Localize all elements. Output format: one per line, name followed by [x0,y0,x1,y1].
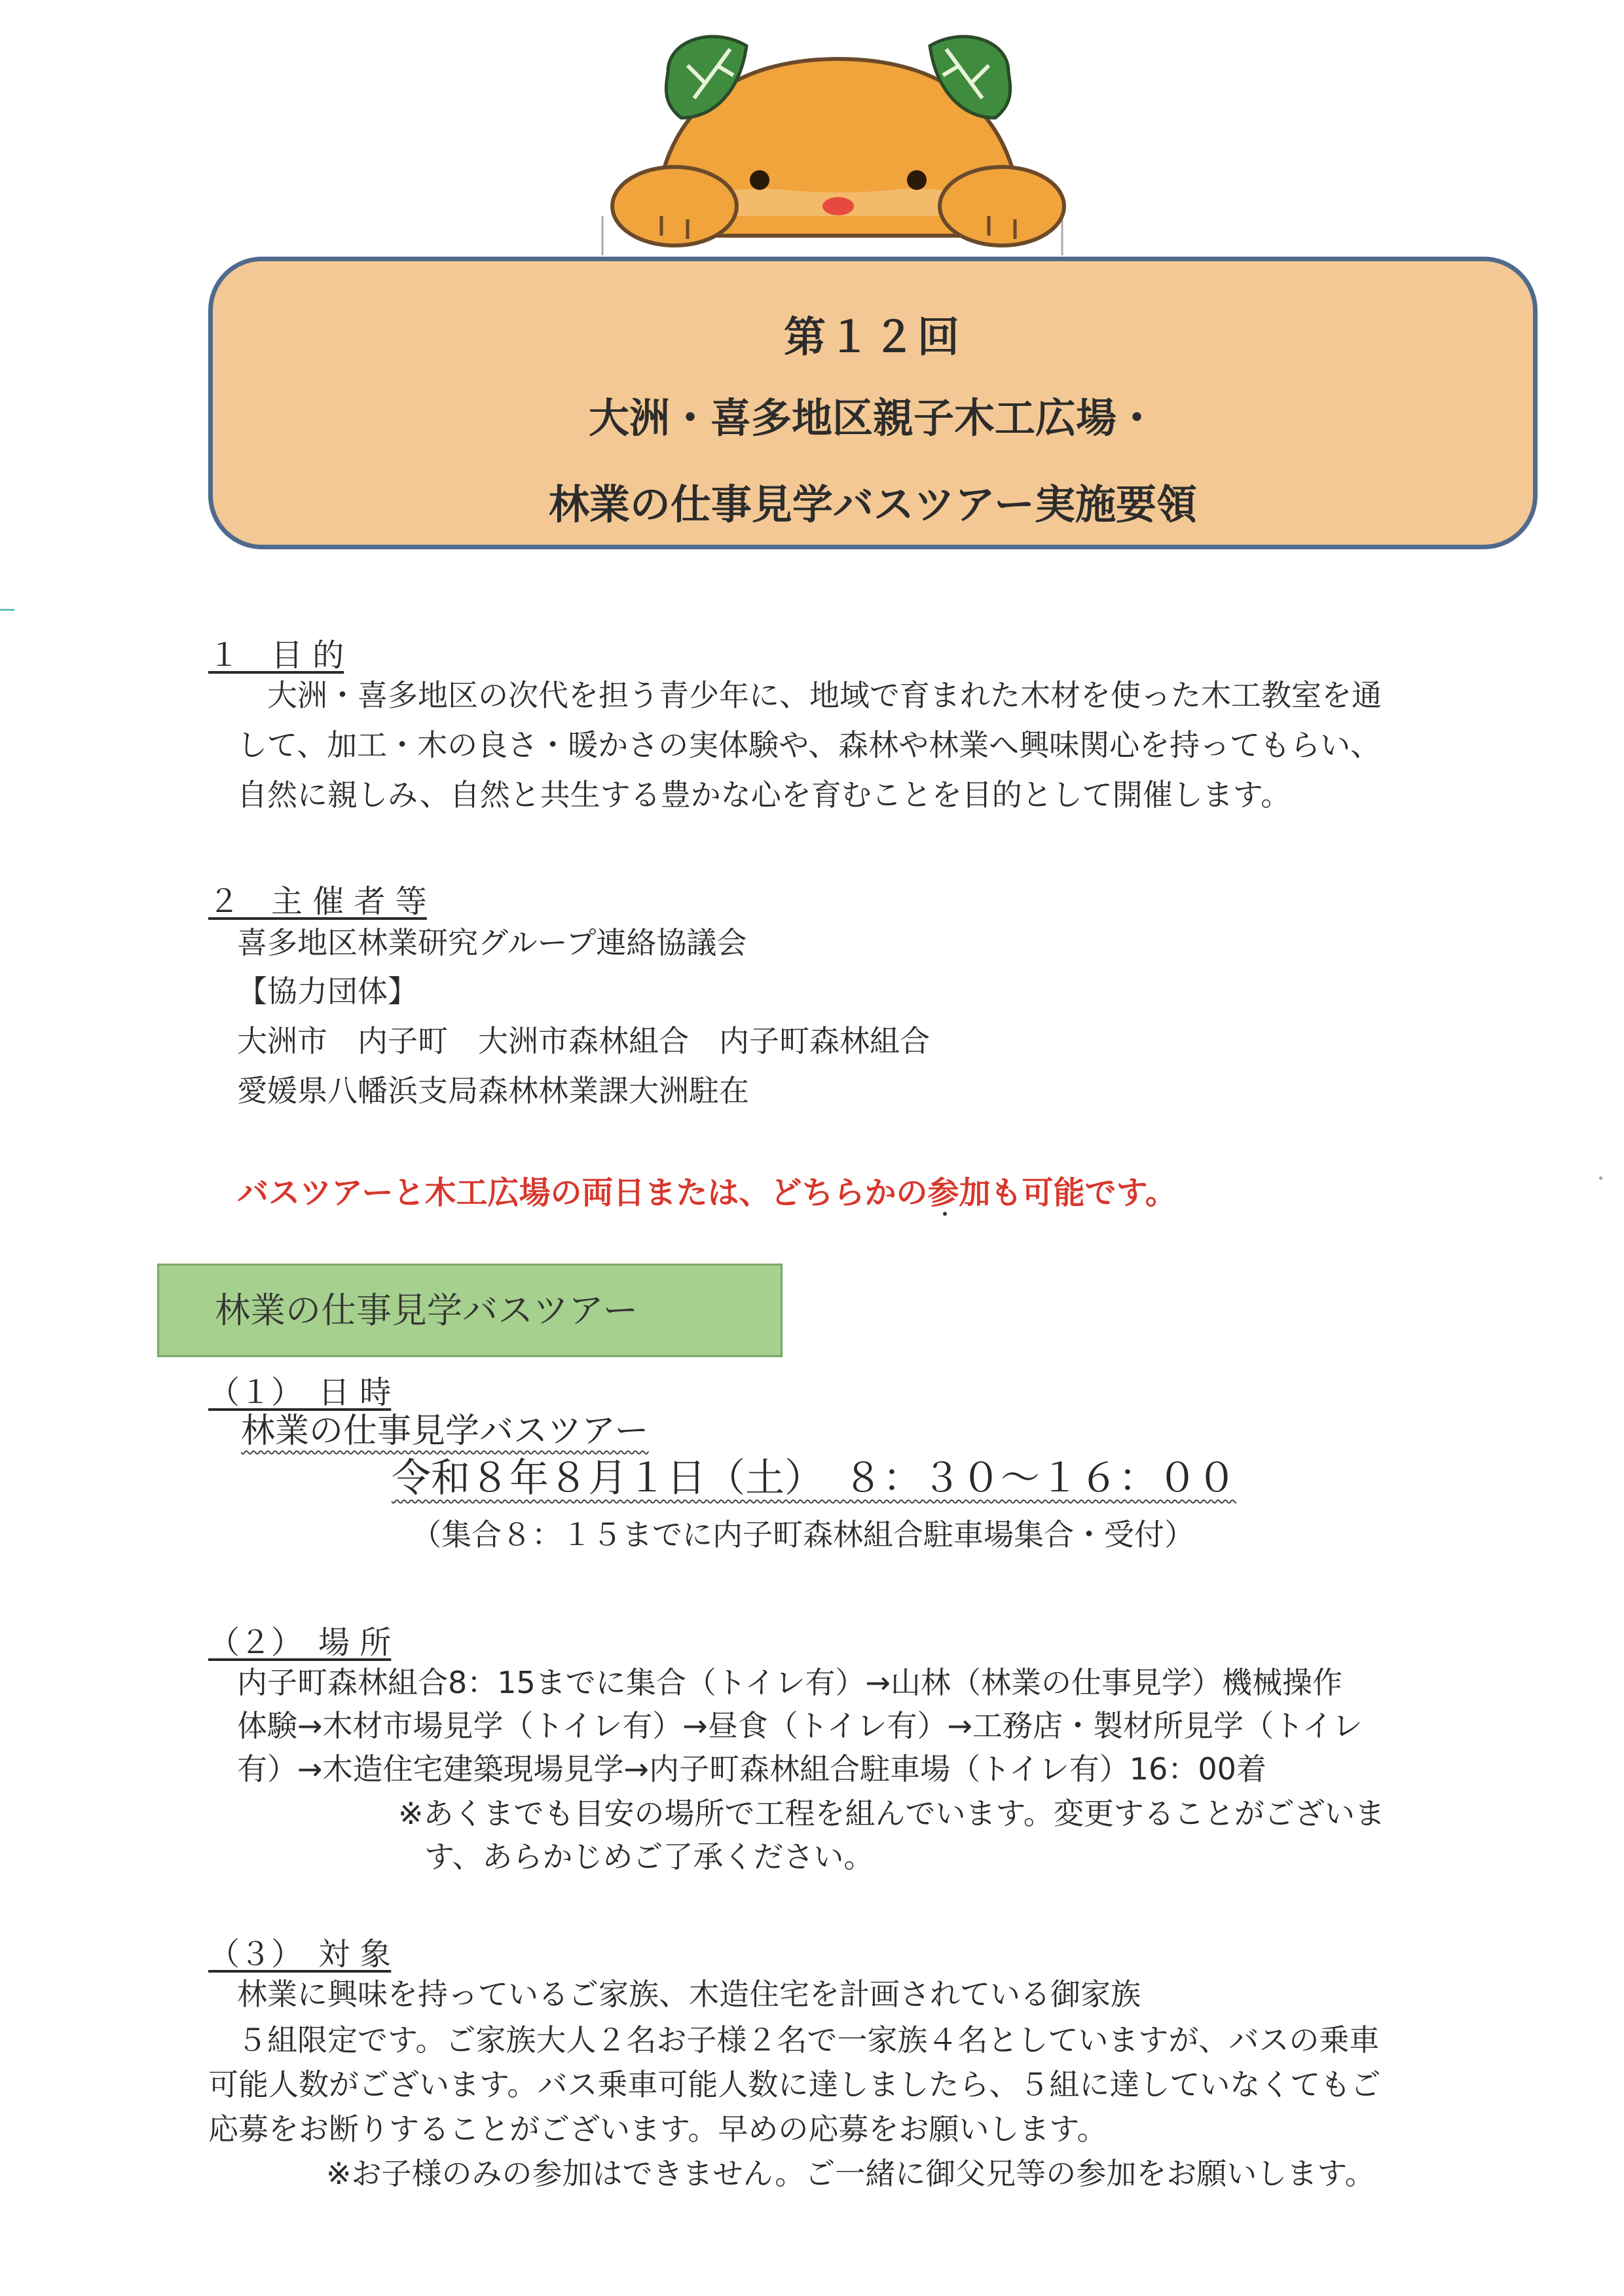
target-line-4: 応募をお断りすることがございます。早めの応募をお願いします。 [208,2111,1107,2147]
route-line-1: 内子町森林組合8：15までに集合（トイレ有）→山林（林業の仕事見学）機械操作 [237,1665,1343,1700]
tour-date: 令和８年８月１日（土） ８：３０～１６：００ [392,1455,1236,1501]
purpose-line-3: 自然に親しみ、自然と共生する豊かな心を育むことを目的として開催します。 [237,777,1291,812]
title-line-2: 大洲・喜多地区親子木工広場・ [588,394,1157,442]
purpose-line-2: して、加工・木の良さ・暖かさの実体験や、森林や林業へ興味関心を持ってもらい、 [237,727,1381,763]
speck [943,1212,947,1216]
speck [1599,1176,1602,1180]
target-line-2: ５組限定です。ご家族大人２名お子様２名で一家族４名としていますが、バスの乗車 [237,2022,1380,2058]
bus-tour-band: 林業の仕事見学バスツアー [157,1264,783,1357]
orange-mascot-icon [589,20,1087,255]
route-note-2: す、あらかじめご了承ください。 [424,1839,874,1874]
gathering-note: （集合８：１５までに内子町森林組合駐車場集合・受付） [411,1517,1194,1552]
route-line-3: 有）→木造住宅建築現場見学→内子町森林組合駐車場（トイレ有）16：00着 [237,1751,1266,1787]
margin-mark [0,609,14,611]
route-line-2: 体験→木材市場見学（トイレ有）→昼食（トイレ有）→工務店・製材所見学（トイレ [237,1708,1363,1743]
datetime-heading: （１） 日 時 [208,1374,392,1411]
section-purpose-heading: １ 目 的 [208,637,344,674]
target-line-3: 可能人数がございます。バス乗車可能人数に達しましたら、５組に達していなくてもご [208,2067,1381,2102]
target-heading: （３） 対 象 [208,1936,392,1973]
place-heading: （２） 場 所 [208,1624,392,1661]
section-organizer-heading: ２ 主 催 者 等 [208,883,427,920]
route-note-1: ※あくまでも目安の場所で工程を組んでいます。変更することがございま [398,1796,1385,1831]
purpose-line-1: 大洲・喜多地区の次代を担う青少年に、地域で育まれた木材を使った木工教室を通 [267,678,1382,713]
target-line-1: 林業に興味を持っているご家族、木造住宅を計画されている御家族 [237,1977,1141,2012]
cooperation-label: 【協力団体】 [237,974,418,1009]
cooperation-list-2: 愛媛県八幡浜支局森林林業課大洲駐在 [237,1073,749,1108]
tour-name: 林業の仕事見学バスツアー [241,1412,649,1451]
cooperation-list-1: 大洲市 内子町 大洲市森林組合 内子町森林組合 [237,1023,930,1059]
organizer-name: 喜多地区林業研究グループ連絡協議会 [237,925,747,960]
event-number: 第１２回 [784,314,962,362]
participation-notice: バスツアーと木工広場の両日または、どちらかの参加も可能です。 [237,1175,1177,1211]
title-line-3: 林業の仕事見学バスツアー実施要領 [548,481,1198,528]
target-note: ※お子様のみの参加はできません。ご一緒に御父兄等の参加をお願いします。 [326,2156,1375,2191]
title-banner [208,257,1538,549]
